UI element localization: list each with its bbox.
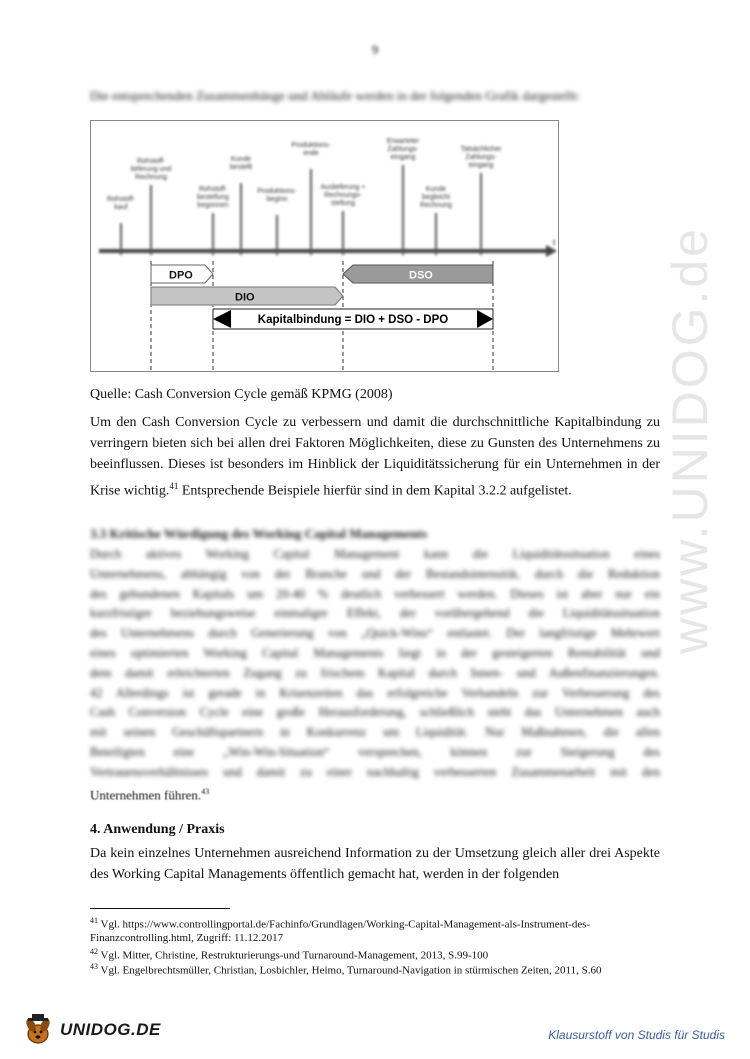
footnote-41 [90,914,665,945]
footnote-number: 42 [90,947,98,956]
timeline-event-label: Rohstoff-lieferung und Rechnung [130,158,172,181]
blurred-line: 42 Allerdings ist gerade in Krisenzeiten das erfolgreiche Verhandeln zur Verbesserung des [90,685,660,700]
paragraph-2: Da kein einzelnes Unternehmen ausreichend Information zu der Umsetzung gleich aller drei Aspekte des Working Capital Managements öffentlich gemacht hat, werden in der folgenden [90,846,660,883]
bars-diagram [91,261,558,371]
footnote-ref-41[interactable]: 41 [169,480,179,491]
timeline-event-label: Rohstoff-kauf [106,196,136,211]
blurred-line: Beteiligten eine „Win-Win-Situation“ versprechen, können zur Steigerung des [90,744,660,759]
intro-sentence: Die entsprechenden Zusammenhänge und Abläufe werden in der folgenden Grafik dargestellt: [90,88,580,103]
footnote-43 [90,960,665,978]
timeline-event-label: Auslieferung + Rechnungs-stellung [320,184,366,207]
footnote-text: Vgl. https://www.controllingportal.de/Fachinfo/Grundlagen/Working-Capital-Management-als-Instrument-des-Finanzcontrolling.html, Zugriff: 11.12.2017 [90,918,591,944]
figure-caption: Quelle: Cash Conversion Cycle gemäß KPMG (2008) [90,387,393,402]
blurred-line: Vertrauensverhältnisses und damit zu einer nachhaltig verbesserten Zusammenarbeit mit den [90,764,660,779]
logo-text: UNIDOG.DE [60,1020,161,1039]
timeline-event-label: Kunde begleicht Rechnung [420,186,452,209]
dso-label: DSO [409,269,433,282]
footnote-number: 41 [90,916,98,925]
blurred-line: Durch aktives Working Capital Management kann die Liquiditätssituation eines [90,547,660,561]
timeline-diagram [91,121,558,263]
page-number: 9 [371,42,379,57]
dpo-label: DPO [169,269,193,282]
watermark-text: www.UNIDOG.de [662,226,718,654]
timeline-event-label: Tatsächlicher Zahlungs-eingang [460,146,502,169]
cash-conversion-cycle-figure [90,120,559,372]
timeline-event-label: Produktions-ende [291,142,331,157]
footnote-ref-43[interactable]: 43 [201,787,210,796]
blurred-line: des gebundenen Kapitals um 20-40 % deutlich verbessert werden. Dieses ist aber nur ein [90,586,660,601]
blurred-line: Unternehmens, abhängig von der Branche und der Bestandsintensität, durch die Reduktion [90,566,660,581]
paragraph-1-text: Um den Cash Conversion Cycle zu verbessern und damit die durchschnittliche Kapitalbindung zu verringern bieten sich bei allen drei Faktoren Möglichkeiten, diese zu Gunsten des Unternehmens zu beeinflussen. Dieses ist besonders im Hinblick der Liquiditätssicherung für ein Unternehmen in der Krise wichtig. [90,415,660,499]
blurred-line: dem damit erleichterten Zugang zu frischem Kapital durch Innen- und Außenfinanzierungen. [90,665,660,680]
timeline-event-label: Kunde bestellt [229,156,253,171]
section-4-heading: 4. Anwendung / Praxis [90,822,225,837]
timeline-event-label: Erwarteter Zahlungs-eingang [386,138,420,161]
footnote-text: Vgl. Mitter, Christine, Restrukturierungs-und Turnaround-Management, 2013, S.99-100 [98,949,489,962]
blurred-paragraph [90,545,660,783]
blurred-tail-text: Unternehmen führen. [90,787,202,803]
blurred-line: Cash Conversion Cycle eine große Herausforderung, schließlich steht das Unternehmen auch [90,705,660,720]
blurred-line: kurzfristiger beziehungsweise einmaliger Effekt, der vorübergehend die Liquiditätssituation [90,606,660,621]
timeline-event-label: Rohstoff-bestellung begonnen [197,186,229,209]
timeline-event-label: Produktions-beginn [257,188,297,203]
footnote-number: 43 [90,962,98,971]
footnote-separator [90,908,230,909]
blurred-tail [90,787,209,803]
paragraph-1 [90,412,660,501]
blurred-line: des Unternehmens durch Generierung von „Quick-Wins“ entlastet. Der langfristige Mehrwert [90,626,660,641]
formula-label: Kapitalbindung = DIO + DSO - DPO [257,314,449,326]
paragraph-1-text-after: Entsprechende Beispiele hierfür sind in dem Kapital 3.2.2 aufgelistet. [178,483,572,499]
section-3-3-heading: 3.3 Kritische Würdigung des Working Capital Managements [90,526,428,541]
blurred-line: mit seinen Geschäftspartnern in Konkurrenz um Liquidität. Nur Maßnahmen, die allen [90,725,660,740]
dio-label: DIO [235,291,255,304]
blurred-line: eines optimierten Working Capital Managements liegt in der gesteigerten Rentabilität und [90,645,660,660]
timeline-axis-label: t [553,238,556,247]
footnote-text: Vgl. Engelbrechtsmüller, Christian, Losbichler, Heimo, Turnaround-Navigation in stürmischen Zeiten, 2011, S.60 [98,964,602,977]
footer-slogan: Klausurstoff von Studis für Studis [548,1028,725,1042]
timeline-arrow [546,245,557,257]
